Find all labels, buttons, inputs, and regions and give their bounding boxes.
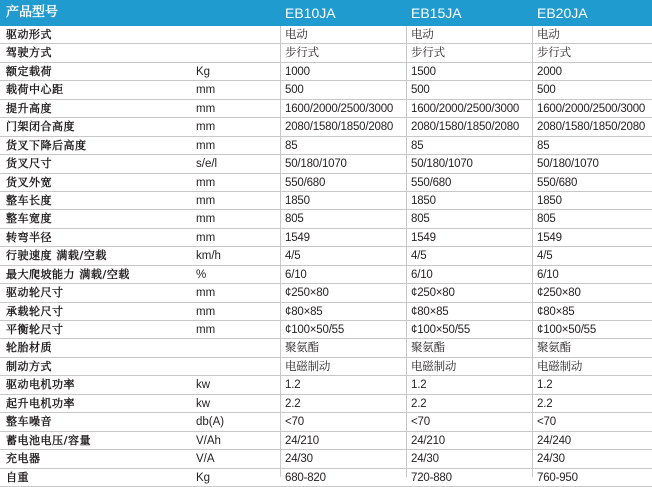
value-model-3: 电动 [537, 29, 560, 41]
param-name: 货叉下降后高度 [6, 138, 87, 152]
param-unit: mm [196, 231, 216, 244]
value-model-1: 85 [285, 139, 298, 152]
param-name: 货叉外宽 [6, 175, 52, 189]
value-model-2: 4/5 [411, 250, 427, 263]
value-model-1: 1600/2000/2500/3000 [285, 102, 394, 115]
param-name: 整车噪音 [6, 415, 52, 429]
value-model-3: 1.2 [537, 379, 553, 392]
value-model-1: 24/30 [285, 453, 313, 466]
header-model-1: EB10JA [285, 5, 336, 21]
table-row [0, 432, 652, 450]
param-name: 蓄电池电压/容量 [6, 433, 92, 447]
value-model-2: 1600/2000/2500/3000 [411, 102, 520, 115]
table-row [0, 358, 652, 376]
table-row [0, 284, 652, 302]
value-model-2: 720-880 [411, 471, 452, 484]
value-model-3: 4/5 [537, 250, 553, 263]
header-model-3: EB20JA [537, 5, 588, 21]
value-model-1: <70 [285, 416, 304, 429]
header-param-label: 产品型号 [6, 5, 59, 20]
param-unit: mm [196, 102, 216, 115]
param-unit: mm [196, 139, 216, 152]
table-row [0, 44, 652, 62]
param-name: 行驶速度 满载/空载 [6, 249, 107, 263]
value-model-2: 805 [411, 213, 430, 226]
value-model-3: ¢100×50/55 [537, 324, 597, 336]
value-model-3: 24/30 [537, 453, 565, 466]
param-unit: mm [196, 194, 216, 207]
param-name: 驾驶方式 [6, 46, 52, 60]
param-name: 驱动轮尺寸 [6, 286, 64, 300]
value-model-2: 24/30 [411, 453, 439, 466]
table-row [0, 81, 652, 99]
param-name: 轮胎材质 [6, 341, 52, 355]
value-model-3: 6/10 [537, 268, 559, 281]
value-model-2: ¢80×85 [411, 305, 449, 318]
param-unit: Kg [196, 65, 211, 78]
value-model-1: 步行式 [285, 47, 319, 60]
table-row [0, 395, 652, 413]
param-name: 载荷中心距 [6, 83, 64, 97]
value-model-2: 2.2 [411, 397, 427, 410]
value-model-1: 电动 [285, 29, 308, 41]
param-name: 整车宽度 [6, 212, 52, 226]
table-row [0, 192, 652, 210]
param-unit: mm [196, 121, 216, 134]
value-model-2: 1850 [411, 194, 436, 207]
param-name: 承载轮尺寸 [6, 304, 64, 318]
value-model-1: 电磁制动 [285, 360, 331, 373]
param-unit: km/h [196, 250, 221, 263]
table-row [0, 469, 652, 487]
param-name: 转弯半径 [6, 230, 52, 244]
param-name: 充电器 [6, 452, 41, 466]
value-model-1: ¢100×50/55 [285, 324, 345, 336]
value-model-1: 550/680 [285, 176, 326, 189]
table-row [0, 174, 652, 192]
value-model-1: ¢80×85 [285, 305, 323, 318]
param-name: 门架闭合高度 [6, 120, 75, 134]
param-name: 起升电机功率 [6, 396, 75, 410]
table-row [0, 137, 652, 155]
value-model-2: 聚氨酯 [411, 342, 445, 355]
param-name: 最大爬坡能力 满载/空载 [6, 267, 130, 281]
param-unit: mm [196, 324, 216, 336]
value-model-3: 2000 [537, 65, 562, 78]
table-row [0, 321, 652, 339]
value-model-3: 电磁制动 [537, 360, 583, 373]
value-model-1: 2.2 [285, 397, 301, 410]
param-unit: mm [196, 213, 216, 226]
value-model-2: 步行式 [411, 47, 445, 60]
value-model-2: 电动 [411, 29, 434, 41]
value-model-2: ¢250×80 [411, 287, 455, 300]
header-model-2: EB15JA [411, 5, 462, 21]
value-model-3: ¢250×80 [537, 287, 581, 300]
param-name: 货叉尺寸 [6, 157, 52, 171]
value-model-3: 2.2 [537, 397, 553, 410]
param-unit: mm [196, 287, 216, 300]
value-model-3: 1600/2000/2500/3000 [537, 102, 646, 115]
table-row [0, 266, 652, 284]
param-unit: mm [196, 84, 216, 97]
value-model-3: 24/240 [537, 434, 571, 447]
value-model-3: 50/180/1070 [537, 158, 599, 171]
value-model-3: ¢80×85 [537, 305, 575, 318]
param-name: 驱动形式 [6, 28, 52, 41]
param-name: 提升高度 [6, 101, 52, 115]
value-model-2: 6/10 [411, 268, 433, 281]
param-name: 驱动电机功率 [6, 378, 75, 392]
value-model-1: ¢250×80 [285, 287, 329, 300]
param-name: 额定载荷 [6, 64, 52, 78]
table-body [0, 26, 652, 487]
table-row [0, 26, 652, 44]
value-model-3: 步行式 [537, 47, 571, 60]
value-model-3: 1549 [537, 231, 562, 244]
table-header [0, 0, 652, 26]
value-model-3: 聚氨酯 [537, 342, 571, 355]
value-model-1: 805 [285, 213, 304, 226]
value-model-2: 1549 [411, 231, 436, 244]
value-model-1: 680-820 [285, 471, 326, 484]
value-model-3: 805 [537, 213, 556, 226]
param-unit: mm [196, 176, 216, 189]
param-unit: mm [196, 305, 216, 318]
table-row [0, 303, 652, 321]
value-model-2: 24/210 [411, 434, 445, 447]
value-model-2: 1.2 [411, 379, 427, 392]
value-model-1: 1000 [285, 65, 310, 78]
value-model-1: 24/210 [285, 434, 319, 447]
table-row [0, 118, 652, 136]
table-row [0, 155, 652, 173]
value-model-1: 500 [285, 84, 304, 97]
param-unit: s/e/l [196, 158, 218, 171]
param-name: 平衡轮尺寸 [6, 323, 64, 336]
param-unit: Kg [196, 471, 211, 484]
value-model-3: 1850 [537, 194, 562, 207]
value-model-2: 2080/1580/1850/2080 [411, 121, 520, 134]
value-model-2: <70 [411, 416, 430, 429]
table-row [0, 210, 652, 228]
table-row [0, 450, 652, 468]
value-model-1: 50/180/1070 [285, 158, 347, 171]
table-row [0, 413, 652, 431]
value-model-3: 760-950 [537, 471, 578, 484]
value-model-2: 85 [411, 139, 424, 152]
value-model-2: 50/180/1070 [411, 158, 473, 171]
value-model-1: 1.2 [285, 379, 301, 392]
value-model-1: 1549 [285, 231, 310, 244]
value-model-3: 550/680 [537, 176, 578, 189]
table-row [0, 376, 652, 394]
param-unit: % [196, 268, 207, 281]
table-row [0, 63, 652, 81]
value-model-3: 500 [537, 84, 556, 97]
value-model-1: 6/10 [285, 268, 307, 281]
value-model-1: 聚氨酯 [285, 342, 319, 355]
value-model-3: 2080/1580/1850/2080 [537, 121, 646, 134]
param-name: 制动方式 [6, 359, 52, 373]
table-row [0, 100, 652, 118]
table-row [0, 339, 652, 357]
param-name: 自重 [6, 470, 29, 484]
param-unit: V/A [196, 453, 215, 466]
value-model-1: 2080/1580/1850/2080 [285, 121, 394, 134]
table-row [0, 229, 652, 247]
value-model-1: 4/5 [285, 250, 301, 263]
param-unit: kw [196, 397, 211, 410]
value-model-3: 85 [537, 139, 550, 152]
param-unit: V/Ah [196, 434, 221, 447]
value-model-2: 550/680 [411, 176, 452, 189]
value-model-2: 电磁制动 [411, 360, 457, 373]
table-row [0, 247, 652, 265]
value-model-2: 500 [411, 84, 430, 97]
param-unit: kw [196, 379, 211, 392]
value-model-2: 1500 [411, 65, 436, 78]
param-name: 整车长度 [6, 193, 52, 207]
value-model-3: <70 [537, 416, 556, 429]
value-model-2: ¢100×50/55 [411, 324, 471, 336]
param-unit: db(A) [196, 416, 225, 429]
value-model-1: 1850 [285, 194, 310, 207]
